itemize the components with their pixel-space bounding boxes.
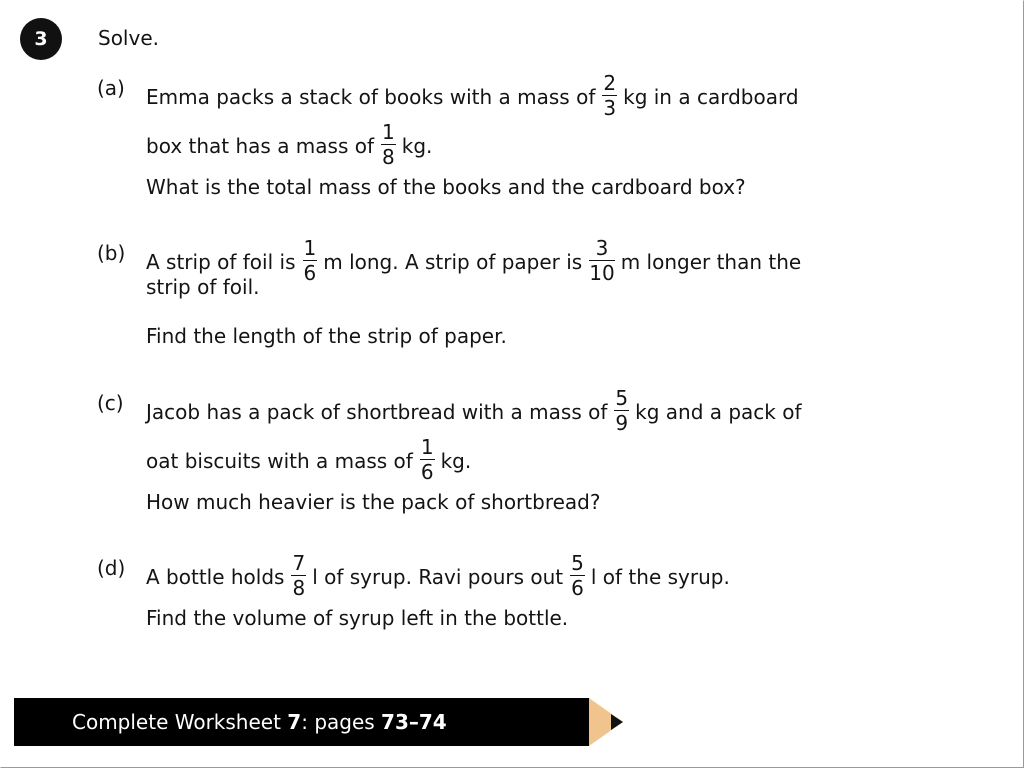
part-d-line-1 <box>146 551 730 601</box>
banner-worksheet-number: 7 <box>287 710 302 734</box>
fraction-numerator: 3 <box>589 238 614 261</box>
part-b-text: A strip of foil is <box>146 250 296 274</box>
part-d-text: l of the syrup. <box>590 565 730 589</box>
worksheet-banner <box>14 698 589 746</box>
part-a-text: kg in a cardboard <box>623 85 799 109</box>
part-a-text: kg. <box>401 134 433 158</box>
part-c-question: How much heavier is the pack of shortbread? <box>146 490 601 514</box>
fraction <box>602 73 617 118</box>
fraction <box>381 122 396 167</box>
fraction-denominator: 10 <box>589 261 615 285</box>
question-number-badge: 3 <box>20 18 62 60</box>
fraction <box>589 238 614 283</box>
fraction-numerator: 7 <box>292 551 306 575</box>
worksheet-banner-text <box>72 710 447 734</box>
fraction <box>420 437 435 482</box>
fraction-denominator: 8 <box>292 576 306 600</box>
part-c-text: kg and a pack of <box>635 400 802 424</box>
banner-middle: : pages <box>301 710 375 734</box>
part-b-text: m long. A strip of paper is <box>323 250 583 274</box>
fraction-denominator: 8 <box>382 145 395 169</box>
part-b-text: m longer than the <box>620 250 802 274</box>
part-a-letter: (a) <box>97 76 125 100</box>
part-d-text: l of syrup. Ravi pours out <box>312 565 564 589</box>
fraction <box>570 553 585 598</box>
part-d-letter: (d) <box>97 556 126 580</box>
part-c-text: Jacob has a pack of shortbread with a mass of <box>146 400 608 424</box>
fraction-numerator: 1 <box>303 236 317 260</box>
fraction <box>303 238 318 283</box>
fraction <box>291 553 306 598</box>
fraction-numerator: 5 <box>571 551 584 575</box>
part-a-text: box that has a mass of <box>146 134 375 158</box>
part-c-text: kg. <box>440 449 472 473</box>
part-c-line-2 <box>146 435 472 485</box>
banner-prefix: Complete Worksheet <box>72 710 281 734</box>
fraction-denominator: 3 <box>603 96 617 120</box>
part-a-line-1 <box>146 71 799 121</box>
fraction-denominator: 6 <box>571 576 584 600</box>
part-c-line-1 <box>146 386 802 436</box>
part-a-line-2 <box>146 120 433 170</box>
fraction-denominator: 6 <box>303 261 317 285</box>
fraction-numerator: 1 <box>382 120 395 144</box>
banner-pages: 73–74 <box>381 710 447 734</box>
part-d-question: Find the volume of syrup left in the bottle. <box>146 606 569 630</box>
part-a-question: What is the total mass of the books and the cardboard box? <box>146 175 746 199</box>
part-a-text: Emma packs a stack of books with a mass of <box>146 85 596 109</box>
fraction-numerator: 1 <box>420 435 434 459</box>
fraction-denominator: 9 <box>615 411 629 435</box>
part-c-text: oat biscuits with a mass of <box>146 449 413 473</box>
part-d-text: A bottle holds <box>146 565 285 589</box>
fraction-numerator: 5 <box>615 386 629 410</box>
part-b-question: Find the length of the strip of paper. <box>146 324 507 348</box>
question-instruction: Solve. <box>98 26 159 50</box>
fraction-denominator: 6 <box>420 460 434 484</box>
pencil-icon <box>589 698 629 746</box>
fraction-numerator: 2 <box>603 71 617 95</box>
part-b-letter: (b) <box>97 241 126 265</box>
part-b-line-2: strip of foil. <box>146 275 260 299</box>
part-c-letter: (c) <box>97 391 124 415</box>
fraction <box>614 388 629 433</box>
